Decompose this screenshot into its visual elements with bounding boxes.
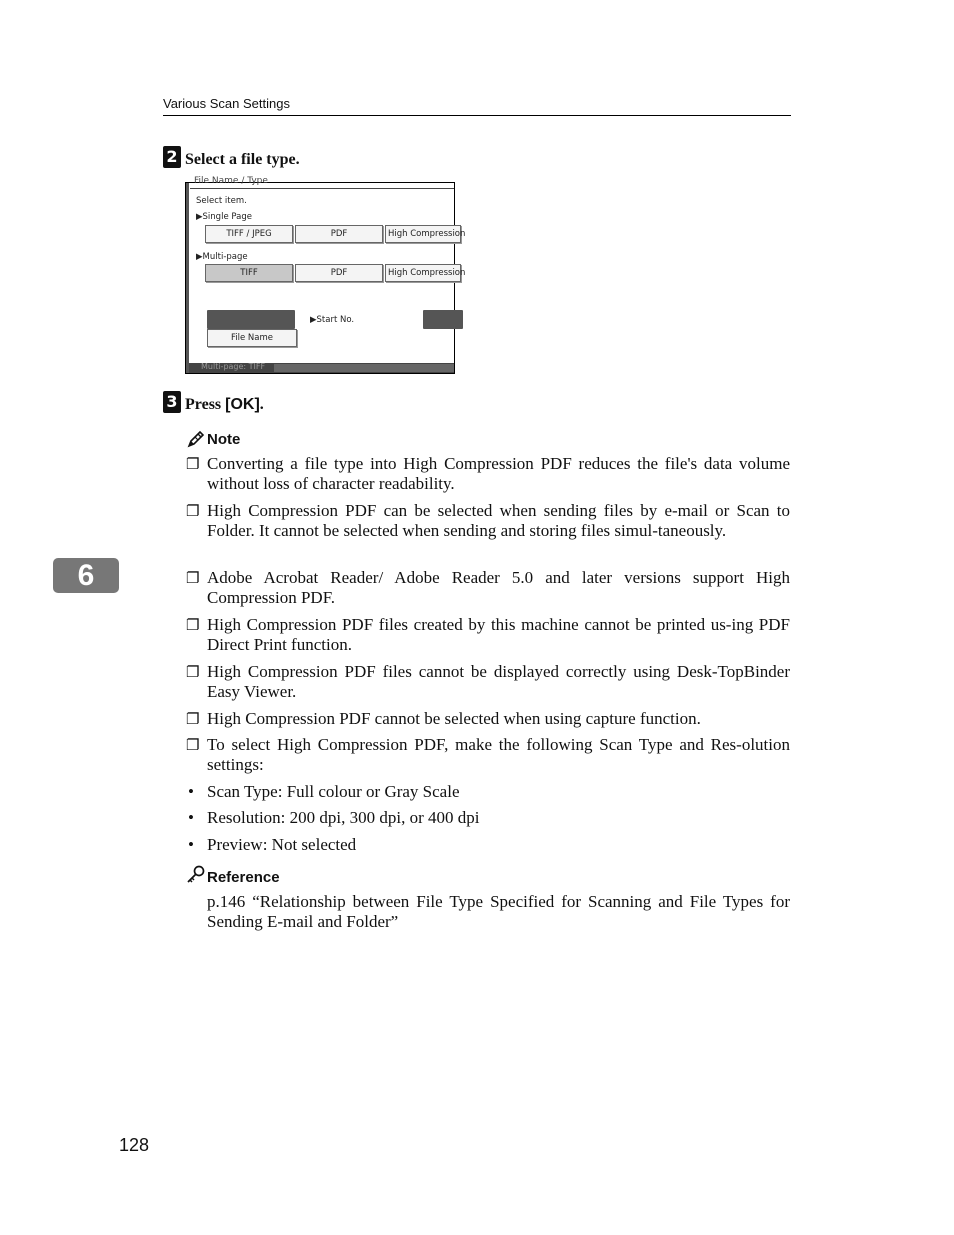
- pencil-icon: [186, 429, 206, 449]
- screen-title: File Name / Type: [194, 176, 268, 186]
- note-heading: Note: [207, 431, 241, 448]
- checkbox-icon: ❐: [186, 569, 200, 587]
- single-high-compression-button[interactable]: High Compression: [385, 225, 461, 243]
- setting-bullet-text: Preview: Not selected: [207, 835, 357, 854]
- step-3-badge: 3: [163, 391, 181, 413]
- chapter-tab: 6: [53, 558, 119, 593]
- single-tiff-jpeg-button[interactable]: TIFF / JPEG: [205, 225, 293, 243]
- note-item: [186, 735, 790, 775]
- multi-pdf-button[interactable]: PDF: [295, 264, 383, 282]
- multi-high-compression-button[interactable]: High Compression: [385, 264, 461, 282]
- note-item-text: Converting a file type into High Compression PDF reduces the file's data volume without loss of character readability.: [207, 454, 790, 493]
- ok-key-label: [OK]: [225, 396, 260, 413]
- checkbox-icon: ❐: [186, 710, 200, 728]
- checkbox-icon: ❐: [186, 502, 200, 520]
- control-panel-screen: [185, 176, 466, 374]
- bullet-dot-icon: •: [188, 835, 194, 854]
- setting-bullet-text: Resolution: 200 dpi, 300 dpi, or 400 dpi: [207, 808, 480, 827]
- single-page-label: ▶Single Page: [196, 212, 252, 222]
- step-3-suffix: .: [259, 396, 264, 413]
- screen-status-text: Multi-page: TIFF: [201, 362, 266, 371]
- note-item: [186, 454, 790, 494]
- step-2-badge: 2: [163, 146, 181, 168]
- screen-status-fill: [274, 364, 454, 372]
- screen-prompt: Select item.: [196, 196, 247, 206]
- note-item: [186, 615, 790, 655]
- setting-bullet-text: Scan Type: Full colour or Gray Scale: [207, 782, 460, 801]
- file-name-button[interactable]: File Name: [207, 329, 297, 347]
- key-icon: [186, 864, 206, 884]
- multi-tiff-button[interactable]: TIFF: [205, 264, 293, 282]
- checkbox-icon: ❐: [186, 663, 200, 681]
- note-item-text: High Compression PDF can be selected when sending files by e-mail or Scan to Folder. It cannot be selected when sending and storing files simul-taneously.: [207, 501, 790, 540]
- bullet-dot-icon: •: [188, 782, 194, 801]
- note-item-text: High Compression PDF cannot be selected when using capture function.: [207, 709, 701, 728]
- note-item: [186, 662, 790, 702]
- setting-bullet: [186, 782, 790, 802]
- single-pdf-button[interactable]: PDF: [295, 225, 383, 243]
- step-3-text: [185, 396, 264, 414]
- note-item-text: Adobe Acrobat Reader/ Adobe Reader 5.0 and later versions support High Compression PDF.: [207, 568, 790, 607]
- checkbox-icon: ❐: [186, 736, 200, 754]
- note-item-text: High Compression PDF files cannot be displayed correctly using Desk-TopBinder Easy Viewer.: [207, 662, 790, 701]
- screen-left-bar: [186, 183, 189, 373]
- screen-status-bar: [189, 363, 454, 373]
- running-header: Various Scan Settings: [163, 96, 290, 111]
- note-item: [186, 568, 790, 608]
- setting-bullet: [186, 808, 790, 828]
- start-no-label: ▶Start No.: [310, 315, 355, 325]
- note-item: [186, 501, 790, 541]
- multi-page-label: ▶Multi-page: [196, 252, 248, 262]
- checkbox-icon: ❐: [186, 616, 200, 634]
- checkbox-icon: ❐: [186, 455, 200, 473]
- step-3-prefix: Press: [185, 396, 226, 413]
- file-name-display-field: [207, 310, 295, 329]
- header-rule: [163, 115, 791, 116]
- page-number: 128: [119, 1135, 150, 1155]
- note-item-text: To select High Compression PDF, make the following Scan Type and Res-olution settings:: [207, 735, 790, 774]
- setting-bullet: [186, 835, 790, 855]
- note-item: [186, 709, 790, 729]
- bullet-dot-icon: •: [188, 808, 194, 827]
- reference-heading: Reference: [207, 869, 280, 886]
- note-item-text: High Compression PDF files created by this machine cannot be printed us-ing PDF Direct Print function.: [207, 615, 790, 654]
- start-no-field[interactable]: [423, 310, 463, 329]
- reference-link[interactable]: p.146 “Relationship between File Type Specified for Scanning and File Types for Sending E-mail and Folder”: [207, 892, 790, 931]
- screen-title-divider: [190, 188, 454, 189]
- step-2-text: Select a file type.: [185, 151, 300, 168]
